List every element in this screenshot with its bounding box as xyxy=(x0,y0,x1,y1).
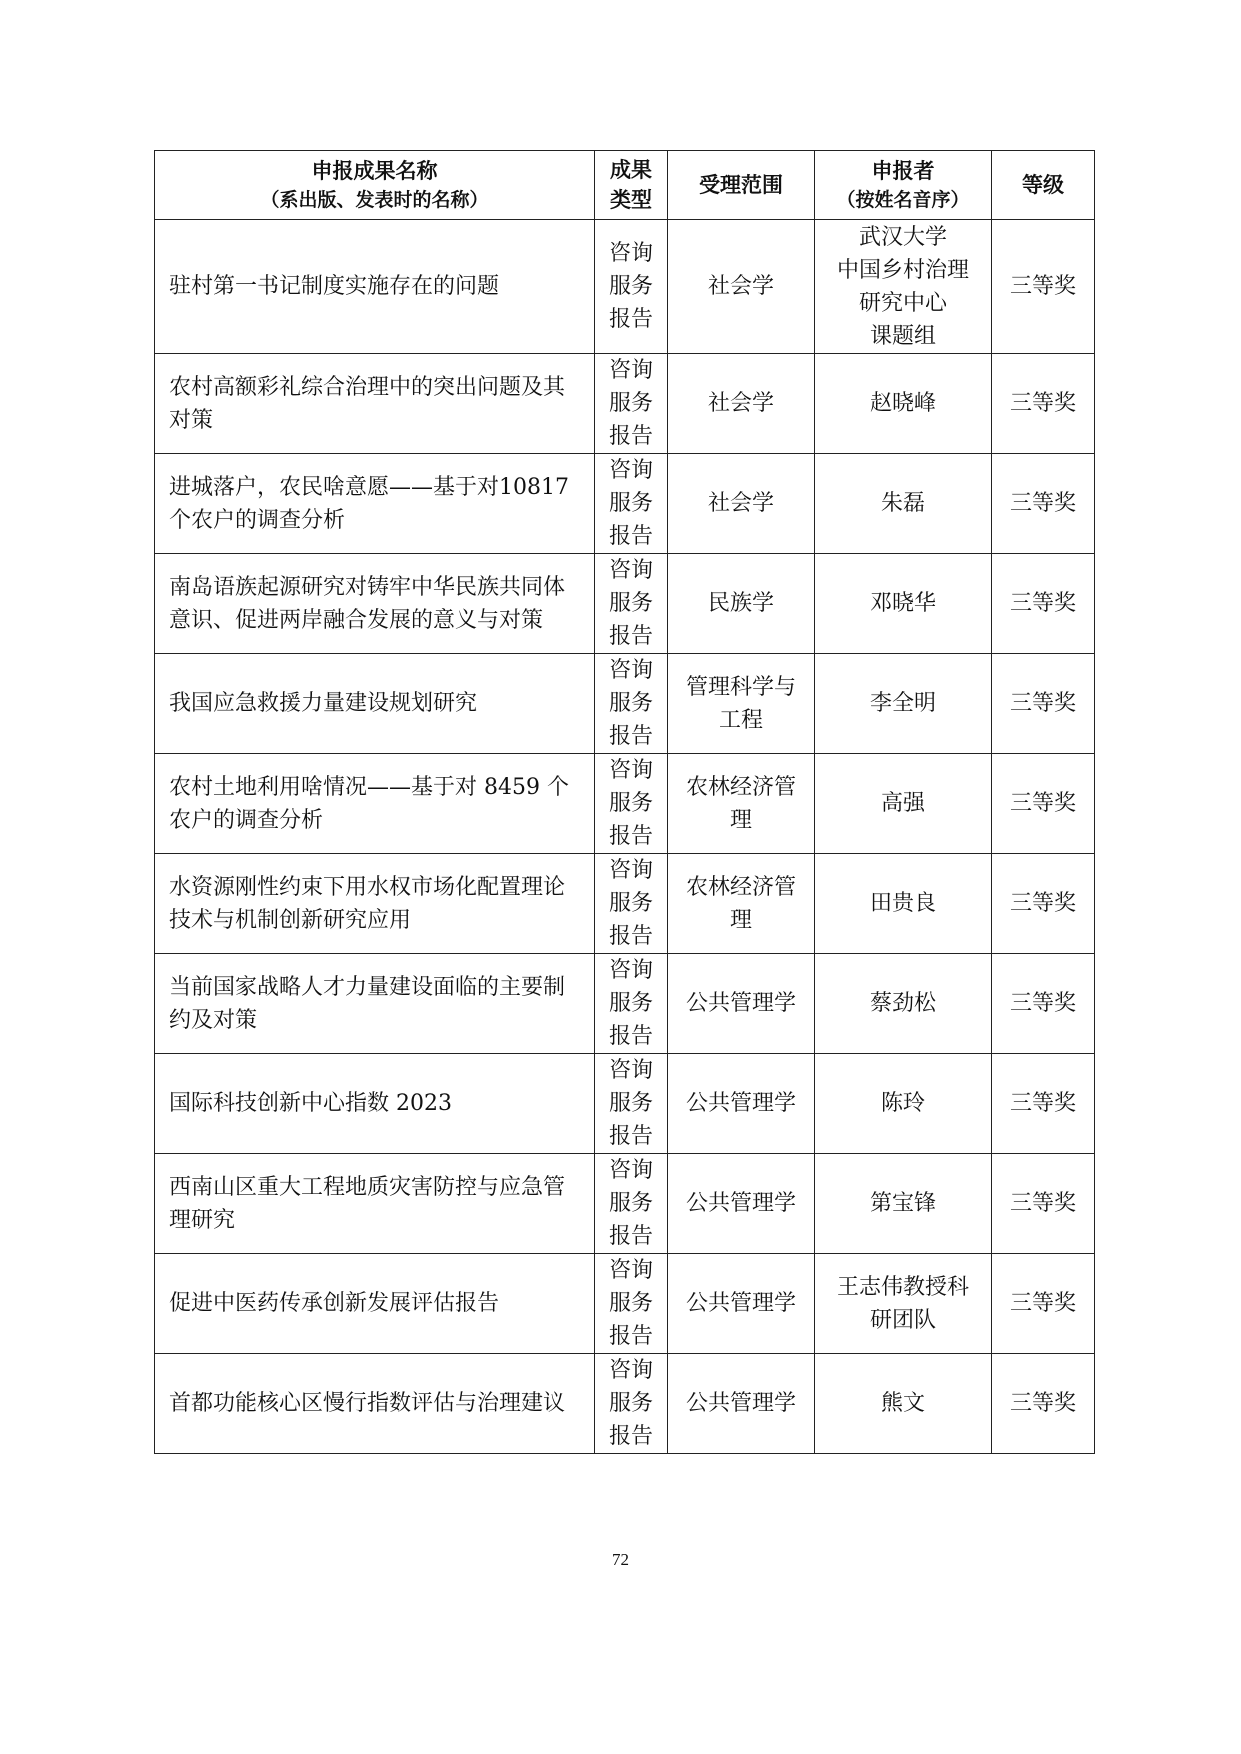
award-grade: 三等奖 xyxy=(992,554,1095,654)
acceptance-scope: 农林经济管 理 xyxy=(668,854,815,954)
acceptance-scope: 社会学 xyxy=(668,220,815,354)
applicant: 田贵良 xyxy=(815,854,992,954)
achievement-title: 驻村第一书记制度实施存在的问题 xyxy=(155,220,595,354)
table-row xyxy=(155,354,1095,454)
header-name-sub: （系出版、发表时的名称） xyxy=(260,189,489,211)
applicant: 王志伟教授科 研团队 xyxy=(815,1254,992,1354)
achievement-type: 咨询 服务 报告 xyxy=(595,1354,668,1454)
achievement-type: 咨询 服务 报告 xyxy=(595,954,668,1054)
table-row xyxy=(155,1154,1095,1254)
acceptance-scope: 公共管理学 xyxy=(668,1254,815,1354)
table-row xyxy=(155,220,1095,354)
achievement-title: 南岛语族起源研究对铸牢中华民族共同体意识、促进两岸融合发展的意义与对策 xyxy=(155,554,595,654)
achievement-type: 咨询 服务 报告 xyxy=(595,1154,668,1254)
award-grade: 三等奖 xyxy=(992,854,1095,954)
award-grade: 三等奖 xyxy=(992,220,1095,354)
table-row xyxy=(155,954,1095,1054)
acceptance-scope: 公共管理学 xyxy=(668,1054,815,1154)
acceptance-scope: 民族学 xyxy=(668,554,815,654)
header-applicant-sub: （按姓名音序） xyxy=(836,189,970,211)
achievement-type: 咨询 服务 报告 xyxy=(595,854,668,954)
table-row xyxy=(155,854,1095,954)
header-grade: 等级 xyxy=(992,151,1095,220)
award-grade: 三等奖 xyxy=(992,1354,1095,1454)
award-grade: 三等奖 xyxy=(992,754,1095,854)
acceptance-scope: 社会学 xyxy=(668,354,815,454)
applicant: 陈玲 xyxy=(815,1054,992,1154)
achievement-title: 当前国家战略人才力量建设面临的主要制约及对策 xyxy=(155,954,595,1054)
table-header xyxy=(155,151,1095,220)
table-row xyxy=(155,1054,1095,1154)
achievement-type: 咨询 服务 报告 xyxy=(595,654,668,754)
award-grade: 三等奖 xyxy=(992,954,1095,1054)
header-type: 成果 类型 xyxy=(595,151,668,220)
applicant: 邓晓华 xyxy=(815,554,992,654)
achievement-type: 咨询 服务 报告 xyxy=(595,1254,668,1354)
header-applicant-label: 申报者 xyxy=(871,159,935,183)
acceptance-scope: 公共管理学 xyxy=(668,1154,815,1254)
achievement-title: 进城落户，农民啥意愿——基于对10817 个农户的调查分析 xyxy=(155,454,595,554)
acceptance-scope: 管理科学与 工程 xyxy=(668,654,815,754)
awards-table xyxy=(154,150,1095,1454)
achievement-title: 促进中医药传承创新发展评估报告 xyxy=(155,1254,595,1354)
table-row xyxy=(155,554,1095,654)
award-grade: 三等奖 xyxy=(992,654,1095,754)
applicant: 武汉大学 中国乡村治理 研究中心 课题组 xyxy=(815,220,992,354)
page-number: 72 xyxy=(612,1550,629,1569)
acceptance-scope: 社会学 xyxy=(668,454,815,554)
header-row xyxy=(155,151,1095,220)
award-grade: 三等奖 xyxy=(992,454,1095,554)
achievement-type: 咨询 服务 报告 xyxy=(595,754,668,854)
achievement-type: 咨询 服务 报告 xyxy=(595,220,668,354)
applicant: 赵晓峰 xyxy=(815,354,992,454)
award-grade: 三等奖 xyxy=(992,1054,1095,1154)
achievement-title: 水资源刚性约束下用水权市场化配置理论技术与机制创新研究应用 xyxy=(155,854,595,954)
acceptance-scope: 公共管理学 xyxy=(668,1354,815,1454)
header-applicant xyxy=(815,151,992,220)
achievement-type: 咨询 服务 报告 xyxy=(595,454,668,554)
applicant: 高强 xyxy=(815,754,992,854)
applicant: 蔡劲松 xyxy=(815,954,992,1054)
applicant: 李全明 xyxy=(815,654,992,754)
award-grade: 三等奖 xyxy=(992,1154,1095,1254)
acceptance-scope: 农林经济管 理 xyxy=(668,754,815,854)
table-row xyxy=(155,754,1095,854)
table-row xyxy=(155,454,1095,554)
applicant: 朱磊 xyxy=(815,454,992,554)
table-body xyxy=(155,220,1095,1454)
table-row xyxy=(155,1254,1095,1354)
achievement-title: 西南山区重大工程地质灾害防控与应急管理研究 xyxy=(155,1154,595,1254)
award-grade: 三等奖 xyxy=(992,354,1095,454)
table-row xyxy=(155,1354,1095,1454)
applicant: 熊文 xyxy=(815,1354,992,1454)
applicant: 第宝锋 xyxy=(815,1154,992,1254)
achievement-title: 国际科技创新中心指数 2023 xyxy=(155,1054,595,1154)
award-grade: 三等奖 xyxy=(992,1254,1095,1354)
achievement-title: 我国应急救援力量建设规划研究 xyxy=(155,654,595,754)
achievement-type: 咨询 服务 报告 xyxy=(595,354,668,454)
achievement-type: 咨询 服务 报告 xyxy=(595,1054,668,1154)
achievement-title: 农村土地利用啥情况——基于对 8459 个农户的调查分析 xyxy=(155,754,595,854)
table-row xyxy=(155,654,1095,754)
achievement-title: 首都功能核心区慢行指数评估与治理建议 xyxy=(155,1354,595,1454)
achievement-type: 咨询 服务 报告 xyxy=(595,554,668,654)
header-name-label: 申报成果名称 xyxy=(311,159,438,183)
header-scope: 受理范围 xyxy=(668,151,815,220)
header-name xyxy=(155,151,595,220)
achievement-title: 农村高额彩礼综合治理中的突出问题及其对策 xyxy=(155,354,595,454)
acceptance-scope: 公共管理学 xyxy=(668,954,815,1054)
